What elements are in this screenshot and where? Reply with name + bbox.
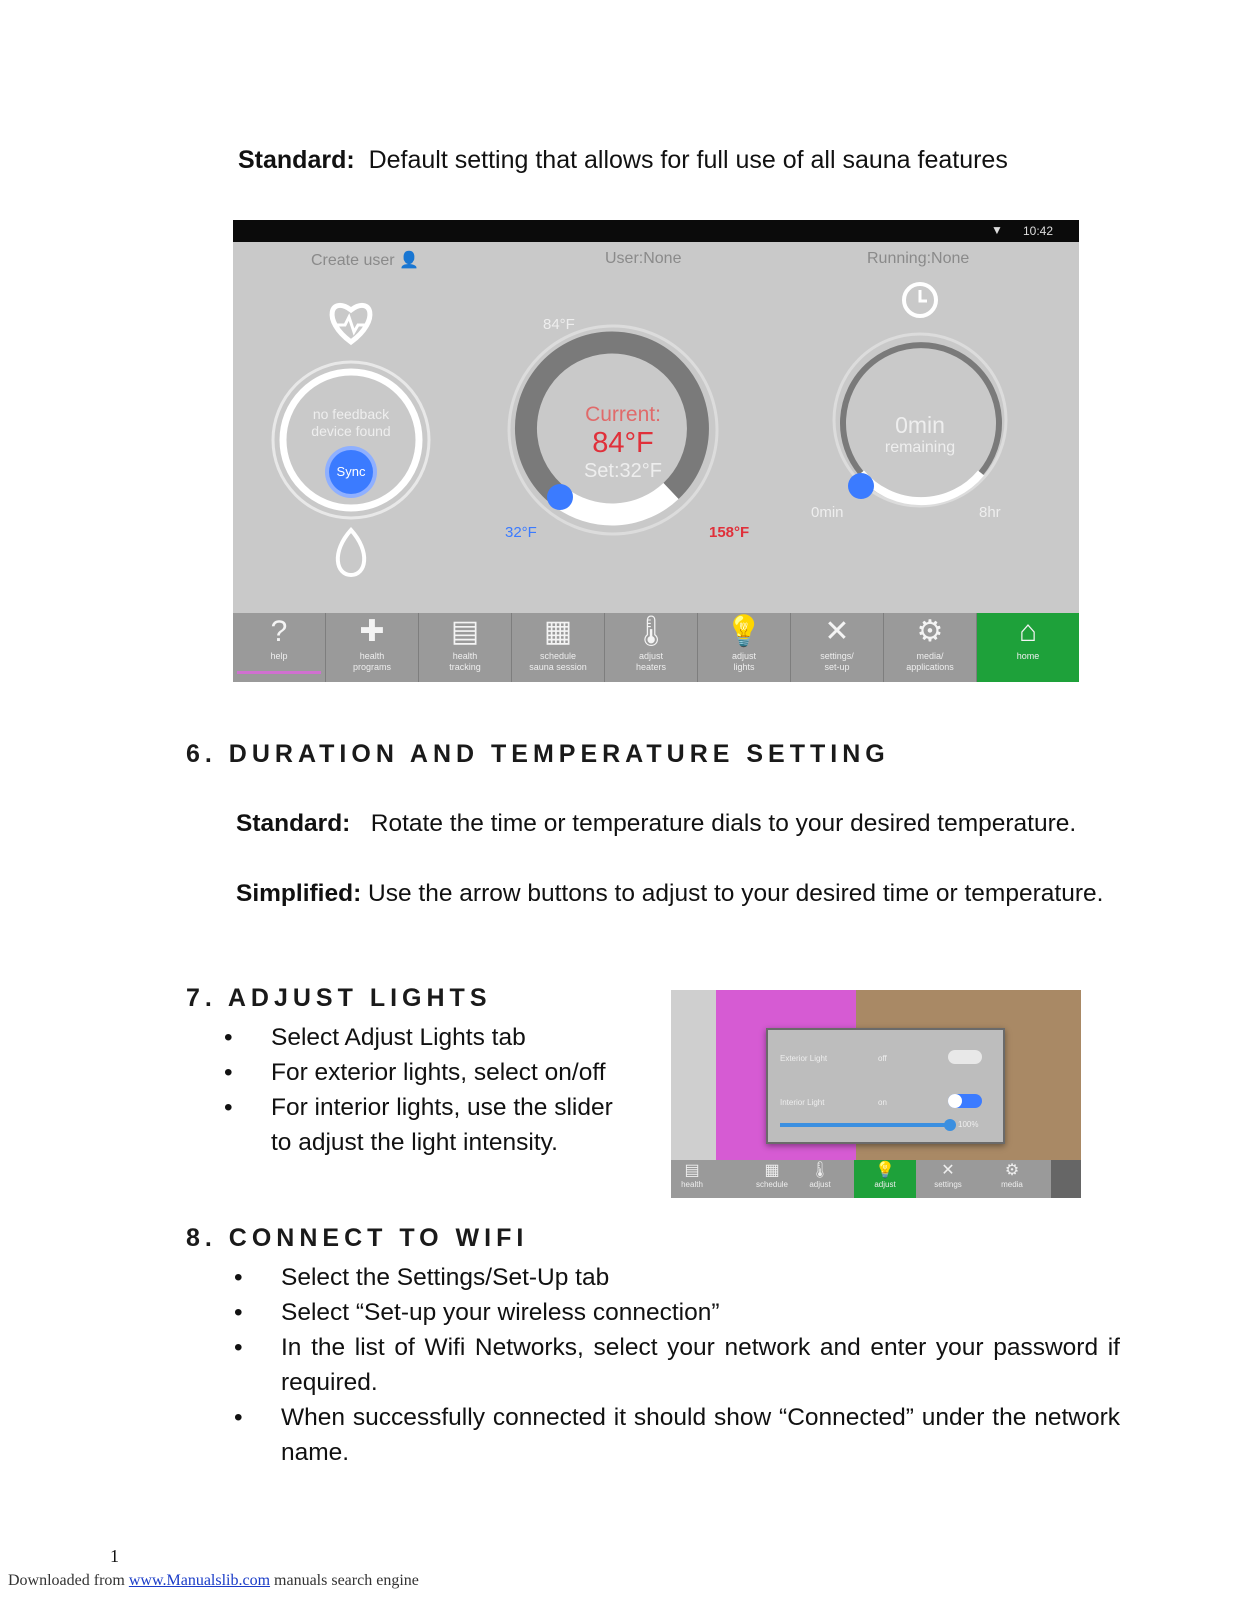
section7-heading: 7. ADJUST LIGHTS <box>186 984 492 1012</box>
bottom-nav <box>233 613 1079 682</box>
temp-top-label: 84°F <box>543 316 575 333</box>
simplified-label: Simplified: <box>236 880 362 907</box>
intro-line <box>238 146 1008 175</box>
standard-label: Standard: <box>236 810 351 837</box>
lights-dialog <box>766 1028 1005 1144</box>
nav-home[interactable]: ⌂ home <box>977 613 1079 682</box>
nav-adjust-lights[interactable]: 💡 adjust lights <box>698 613 791 682</box>
active-tab-indicator <box>237 671 321 674</box>
nav-help[interactable]: ? help <box>233 613 326 682</box>
sync-button[interactable]: Sync <box>329 450 373 494</box>
nav-health-small[interactable]: ▤ health <box>671 1160 713 1198</box>
feedback-line2: device found <box>311 423 391 439</box>
interior-light-state: on <box>878 1098 887 1107</box>
wifi-icon: ▼ <box>991 223 1003 237</box>
nav-media-small[interactable]: ⚙ media <box>991 1160 1033 1198</box>
nav-schedule-small[interactable]: ▦ schedule <box>751 1160 793 1198</box>
list-item: • When successfully connected it should show “Connected” under the network name. <box>234 1404 1120 1466</box>
footer <box>8 1572 419 1590</box>
calendar-icon: ▦ <box>764 1162 780 1179</box>
thermometer-icon: 🌡 <box>809 1162 831 1179</box>
nav-health-tracking[interactable]: ▤ health tracking <box>419 613 512 682</box>
footer-prefix: Downloaded from <box>8 1572 129 1589</box>
tools-icon: ✕ <box>941 1162 955 1179</box>
status-bar <box>233 220 1079 242</box>
exterior-light-toggle[interactable] <box>948 1050 982 1064</box>
current-temp: 84°F <box>592 427 654 459</box>
lightbulb-icon: 💡 <box>875 1162 895 1179</box>
simplified-text: Use the arrow buttons to adjust to your desired time or temperature. <box>368 880 1104 907</box>
running-status: Running:None <box>867 250 970 267</box>
exterior-light-label: Exterior Light <box>780 1054 828 1063</box>
nav-adjust-heaters-small[interactable]: 🌡 adjust <box>799 1160 841 1198</box>
temperature-handle <box>547 484 573 510</box>
list-item: to adjust the light intensity. <box>271 1129 558 1156</box>
footer-suffix: manuals search engine <box>270 1572 419 1589</box>
user-status: User:None <box>605 250 682 267</box>
manualslib-link[interactable]: www.Manualslib.com <box>128 1572 271 1589</box>
current-label: Current: <box>585 403 661 426</box>
lights-screenshot <box>671 990 1081 1198</box>
intro-text: Default setting that allows for full use of all sauna features <box>368 146 1008 174</box>
time-max-label: 8hr <box>979 504 1001 521</box>
status-time: 10:42 <box>1023 224 1054 238</box>
list-item: • Select the Settings/Set-Up tab <box>234 1264 610 1291</box>
plus-icon: ✚ <box>359 615 385 648</box>
interior-light-label: Interior Light <box>780 1098 825 1107</box>
list-item: • For interior lights, use the slider <box>224 1094 613 1121</box>
section6-simplified <box>236 876 1116 911</box>
intensity-slider-handle[interactable] <box>944 1119 956 1131</box>
list-item: • Select Adjust Lights tab <box>224 1024 526 1051</box>
tools-icon: ✕ <box>824 615 850 648</box>
thermometer-icon: 🌡 <box>631 615 671 648</box>
nav-settings-small[interactable]: ✕ settings <box>927 1160 969 1198</box>
nav-health-programs[interactable]: ✚ health programs <box>326 613 419 682</box>
interior-light-toggle[interactable] <box>948 1094 982 1108</box>
time-min-label: 0min <box>811 504 844 521</box>
home-icon: ⌂ <box>1018 615 1038 648</box>
sauna-main-screenshot <box>233 220 1079 682</box>
intro-label: Standard: <box>238 146 355 174</box>
chart-icon: ▤ <box>684 1162 700 1179</box>
list-item: • In the list of Wifi Networks, select your network and enter your password if required. <box>234 1334 1120 1396</box>
help-icon: ? <box>270 615 288 648</box>
feedback-dial <box>261 290 441 590</box>
flame-icon <box>338 530 364 575</box>
nav-schedule[interactable]: ▦ schedule sauna session <box>512 613 605 682</box>
section8-list <box>234 1260 1120 1470</box>
time-dial <box>823 275 1023 535</box>
lights-nav <box>671 1160 1081 1198</box>
section6-heading: 6. DURATION AND TEMPERATURE SETTING <box>186 740 890 768</box>
page-number: 1 <box>110 1546 119 1566</box>
time-remaining-label: remaining <box>884 439 956 456</box>
exterior-light-state: off <box>878 1054 887 1063</box>
intensity-slider-fill <box>780 1123 950 1127</box>
temp-max-label: 158°F <box>709 524 750 541</box>
android-icon: ⚙ <box>1004 1162 1020 1179</box>
section8-heading: 8. CONNECT TO WIFI <box>186 1224 529 1252</box>
time-value: 0min <box>895 412 945 438</box>
section6-standard <box>236 806 1116 841</box>
lightbulb-icon: 💡 <box>725 615 763 648</box>
feedback-line1: no feedback <box>312 406 390 422</box>
list-item: • Select “Set-up your wireless connection” <box>234 1299 720 1326</box>
list-item: • For exterior lights, select on/off <box>224 1059 606 1086</box>
calendar-icon: ▦ <box>543 615 573 648</box>
nav-media[interactable]: ⚙ media/ applications <box>884 613 977 682</box>
create-user-label: Create user <box>311 252 395 269</box>
temp-min-label: 32°F <box>505 524 537 541</box>
set-temp: Set:32°F <box>583 460 663 482</box>
intensity-slider[interactable] <box>780 1123 950 1127</box>
standard-text: Rotate the time or temperature dials to your desired temperature. <box>370 810 1077 837</box>
create-user-button[interactable] <box>311 250 419 270</box>
add-user-icon: 👤 <box>399 252 419 269</box>
chart-icon: ▤ <box>450 615 480 648</box>
android-icon: ⚙ <box>916 615 944 648</box>
section7-list <box>224 1020 654 1160</box>
intensity-value: 100% <box>958 1120 979 1129</box>
nav-settings[interactable]: ✕ settings/ set-up <box>791 613 884 682</box>
nav-adjust-heaters[interactable]: 🌡 adjust heaters <box>605 613 698 682</box>
nav-adjust-lights-small[interactable]: 💡 adjust <box>854 1160 916 1198</box>
time-handle <box>848 473 874 499</box>
nav-home-small[interactable] <box>1051 1160 1081 1198</box>
